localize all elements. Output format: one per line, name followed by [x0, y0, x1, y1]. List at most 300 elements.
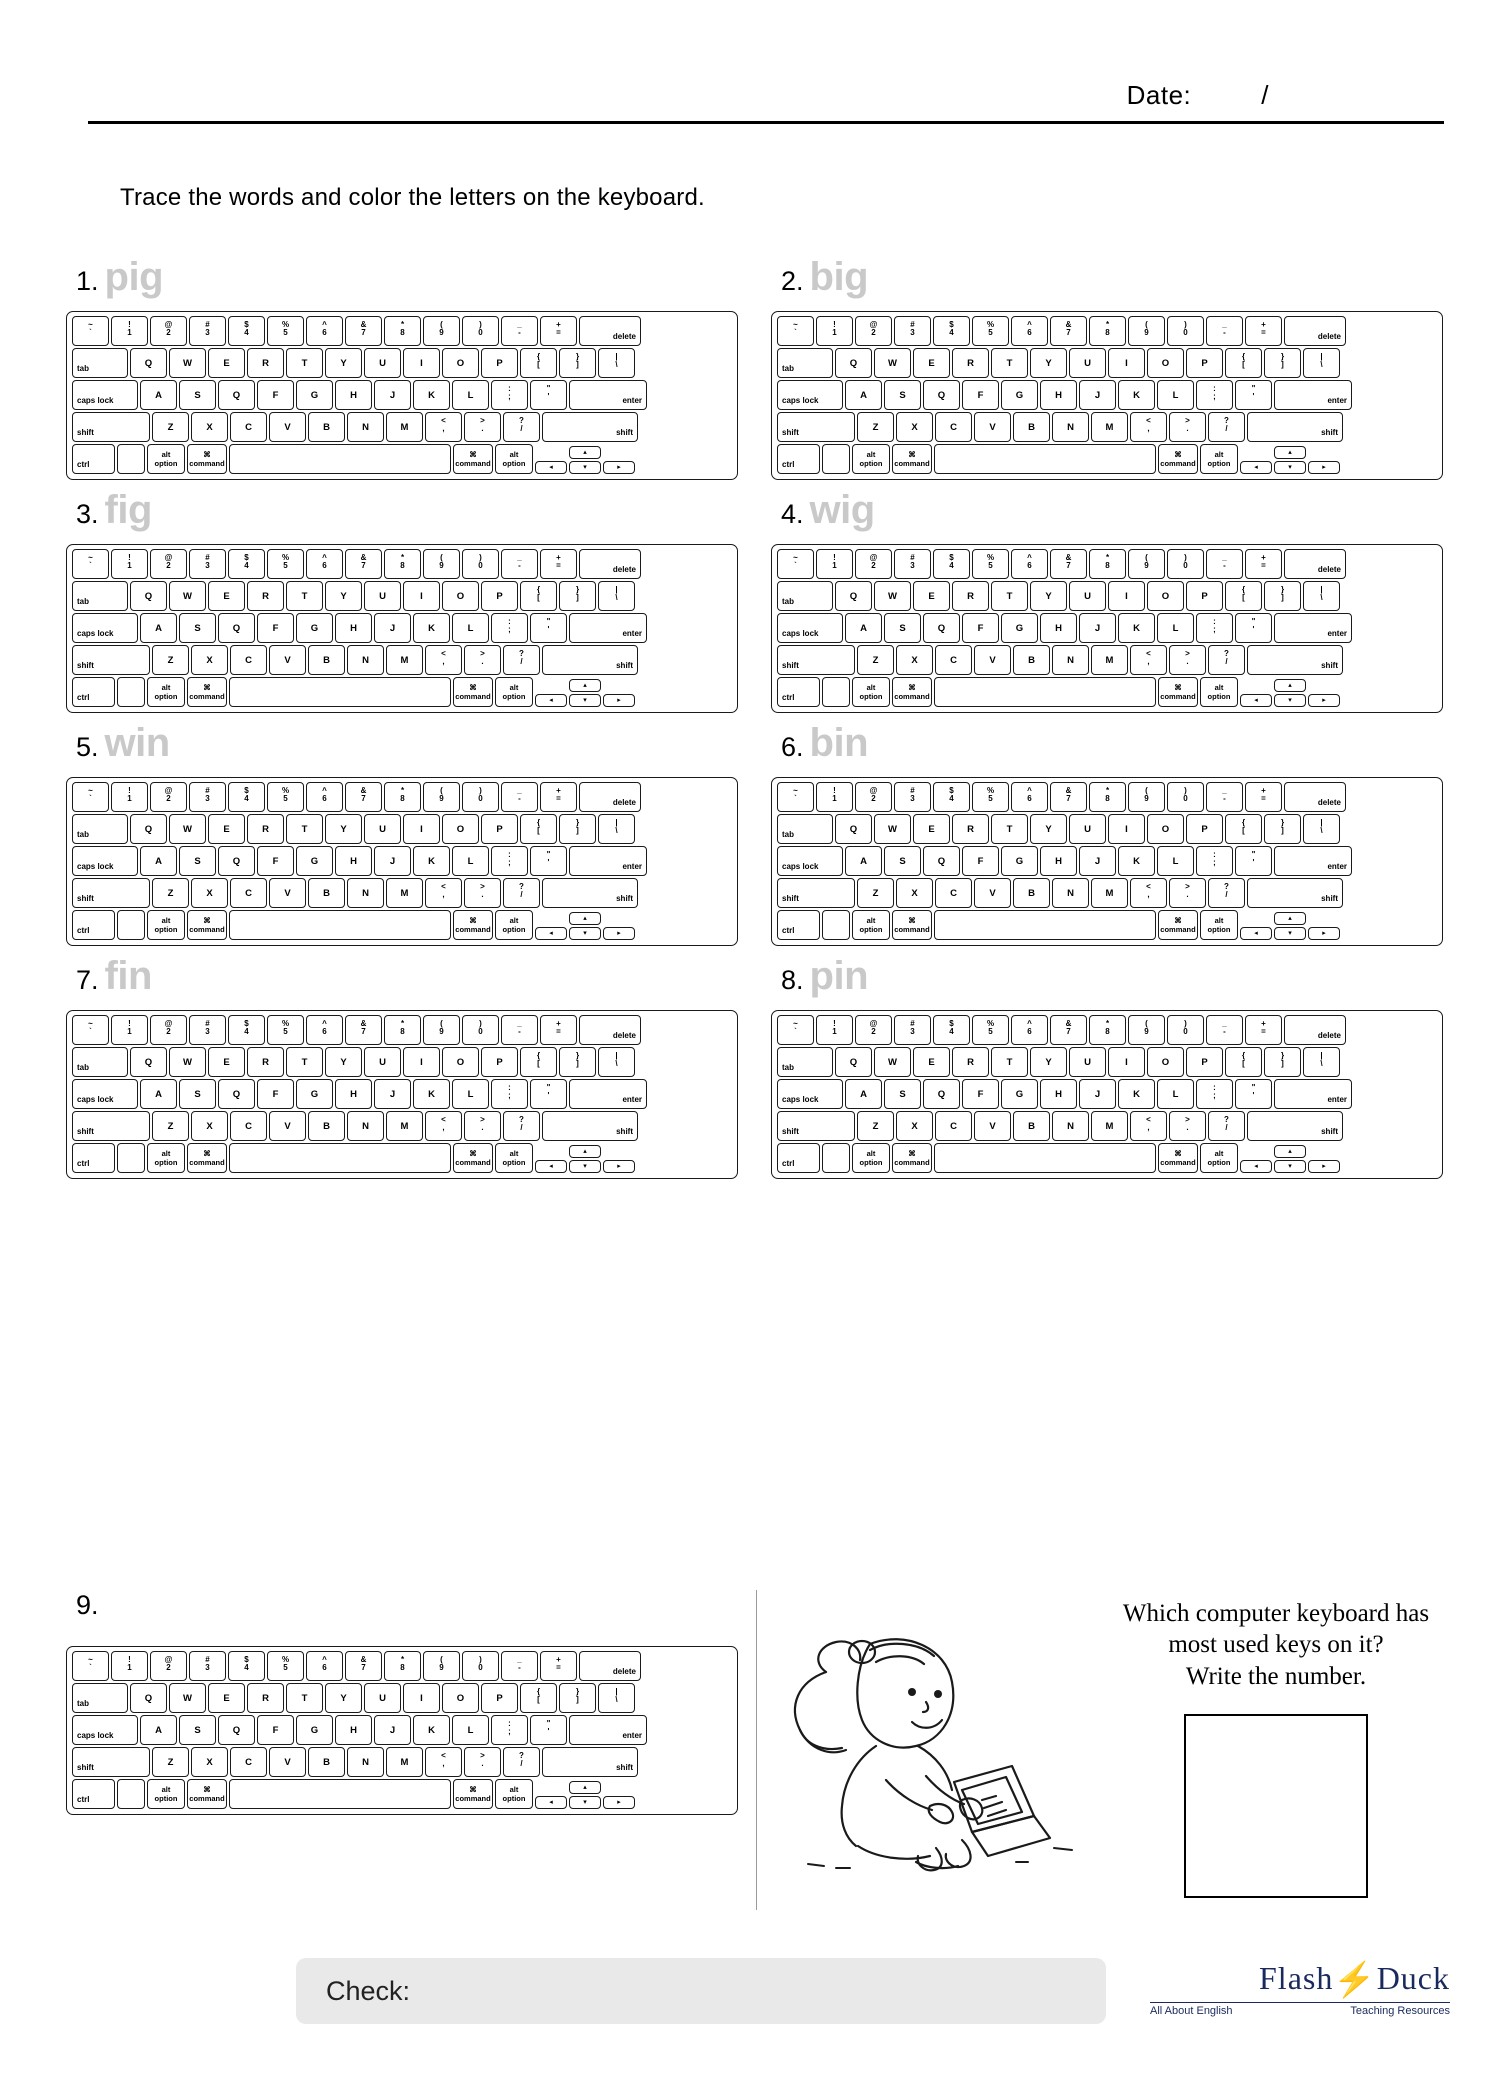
key-num-11[interactable]: _ - — [1206, 782, 1243, 812]
key-num-9[interactable]: ( 9 — [1128, 316, 1165, 346]
key-f[interactable]: F — [962, 1079, 999, 1109]
key-command-right[interactable]: ⌘ command — [453, 677, 493, 707]
key-caps-lock[interactable]: caps lock — [72, 846, 138, 876]
key-t[interactable]: T — [991, 581, 1028, 611]
key-v[interactable]: V — [269, 1747, 306, 1777]
key-v[interactable]: V — [974, 645, 1011, 675]
key-punct2-2[interactable]: ? / — [1208, 412, 1245, 442]
key-num-9[interactable]: ( 9 — [423, 1651, 460, 1681]
key-p[interactable]: P — [481, 1683, 518, 1713]
key-num-3[interactable]: # 3 — [894, 549, 931, 579]
key-arrow-down[interactable]: ▾ — [1274, 927, 1306, 940]
key-k[interactable]: K — [1118, 1079, 1155, 1109]
key-num-9[interactable]: ( 9 — [423, 1015, 460, 1045]
item-word[interactable]: wig — [809, 488, 875, 532]
key-shift-left[interactable]: shift — [72, 878, 150, 908]
key-p[interactable]: P — [1186, 348, 1223, 378]
key-m[interactable]: M — [386, 645, 423, 675]
key-u[interactable]: U — [364, 814, 401, 844]
key-r[interactable]: R — [952, 581, 989, 611]
key-num-9[interactable]: ( 9 — [423, 316, 460, 346]
key-e[interactable]: E — [208, 1683, 245, 1713]
key-arrow-down[interactable]: ▾ — [1274, 1160, 1306, 1173]
key-punct2-2[interactable]: ? / — [503, 645, 540, 675]
key-punct-0[interactable]: : ; — [1196, 846, 1233, 876]
key-g[interactable]: G — [1001, 380, 1038, 410]
key-u[interactable]: U — [364, 1683, 401, 1713]
key-x[interactable]: X — [896, 645, 933, 675]
key-num-12[interactable]: + = — [540, 1651, 577, 1681]
key-arrow-right[interactable]: ▸ — [603, 927, 635, 940]
key-q[interactable]: Q — [835, 581, 872, 611]
key-a[interactable]: A — [140, 1079, 177, 1109]
key-option-left[interactable]: alt option — [852, 677, 890, 707]
key-num-2[interactable]: @ 2 — [855, 1015, 892, 1045]
key-num-3[interactable]: # 3 — [189, 1015, 226, 1045]
key-tab[interactable]: tab — [72, 348, 128, 378]
key-g[interactable]: G — [1001, 1079, 1038, 1109]
key-h[interactable]: H — [335, 380, 372, 410]
key-space[interactable] — [934, 677, 1156, 707]
key-m[interactable]: M — [1091, 412, 1128, 442]
key-num-6[interactable]: ^ 6 — [306, 549, 343, 579]
key-a[interactable]: A — [845, 380, 882, 410]
key-f[interactable]: F — [257, 1715, 294, 1745]
key-b[interactable]: B — [308, 878, 345, 908]
key-delete[interactable]: delete — [1284, 782, 1346, 812]
key-command-left[interactable]: ⌘ command — [892, 444, 932, 474]
key-u[interactable]: U — [1069, 348, 1106, 378]
key-j[interactable]: J — [374, 1715, 411, 1745]
key-shift-left[interactable]: shift — [72, 645, 150, 675]
key-z[interactable]: Z — [152, 412, 189, 442]
key-q[interactable]: Q — [835, 1047, 872, 1077]
key-punct2-1[interactable]: > . — [464, 878, 501, 908]
key-punct2-1[interactable]: > . — [464, 645, 501, 675]
key-f[interactable]: F — [962, 380, 999, 410]
key-k[interactable]: K — [413, 1079, 450, 1109]
key-command-left[interactable]: ⌘ command — [892, 910, 932, 940]
key-y[interactable]: Y — [325, 1683, 362, 1713]
key-n[interactable]: N — [347, 412, 384, 442]
key-punct2-2[interactable]: ? / — [503, 1111, 540, 1141]
key-space[interactable] — [229, 444, 451, 474]
key-num-0[interactable]: ~ ` — [777, 549, 814, 579]
key-k[interactable]: K — [1118, 613, 1155, 643]
key-punct2-0[interactable]: < , — [425, 1747, 462, 1777]
key-option-left[interactable]: alt option — [852, 910, 890, 940]
key-fn[interactable] — [822, 1143, 850, 1173]
key-c[interactable]: C — [230, 1747, 267, 1777]
key-num-8[interactable]: * 8 — [1089, 782, 1126, 812]
key-j[interactable]: J — [374, 1079, 411, 1109]
key-shift-right[interactable]: shift — [1247, 412, 1343, 442]
key-num-7[interactable]: & 7 — [1050, 316, 1087, 346]
key-g[interactable]: G — [296, 846, 333, 876]
key-command-left[interactable]: ⌘ command — [187, 1779, 227, 1809]
key-c[interactable]: C — [230, 412, 267, 442]
key-arrow-up[interactable]: ▴ — [569, 912, 601, 925]
key-n[interactable]: N — [1052, 1111, 1089, 1141]
key-num-4[interactable]: $ 4 — [933, 782, 970, 812]
key-h[interactable]: H — [335, 613, 372, 643]
key-arrow-right[interactable]: ▸ — [1308, 927, 1340, 940]
key-c[interactable]: C — [230, 1111, 267, 1141]
key-punct2-2[interactable]: ? / — [1208, 1111, 1245, 1141]
key-q[interactable]: Q — [130, 814, 167, 844]
key-option-left[interactable]: alt option — [852, 1143, 890, 1173]
key-r[interactable]: R — [952, 348, 989, 378]
key-m[interactable]: M — [1091, 645, 1128, 675]
key-p[interactable]: P — [481, 581, 518, 611]
key-num-5[interactable]: % 5 — [267, 782, 304, 812]
key-ctrl[interactable]: ctrl — [72, 1779, 115, 1809]
key-bracket-0[interactable]: { [ — [520, 1047, 557, 1077]
key-num-2[interactable]: @ 2 — [150, 782, 187, 812]
key-s[interactable]: S — [884, 846, 921, 876]
key-ctrl[interactable]: ctrl — [777, 444, 820, 474]
key-t[interactable]: T — [286, 348, 323, 378]
key-i[interactable]: I — [403, 1683, 440, 1713]
key-s[interactable]: S — [179, 846, 216, 876]
key-r[interactable]: R — [952, 814, 989, 844]
key-t[interactable]: T — [991, 348, 1028, 378]
key-option-left[interactable]: alt option — [147, 677, 185, 707]
key-m[interactable]: M — [386, 878, 423, 908]
key-r[interactable]: R — [247, 581, 284, 611]
key-h[interactable]: H — [335, 1715, 372, 1745]
key-q[interactable]: Q — [923, 1079, 960, 1109]
key-s[interactable]: S — [179, 613, 216, 643]
key-option-right[interactable]: alt option — [1200, 1143, 1238, 1173]
key-j[interactable]: J — [1079, 380, 1116, 410]
key-num-7[interactable]: & 7 — [1050, 782, 1087, 812]
key-option-left[interactable]: alt option — [147, 1143, 185, 1173]
key-bracket-0[interactable]: { [ — [520, 581, 557, 611]
key-num-6[interactable]: ^ 6 — [1011, 549, 1048, 579]
key-f[interactable]: F — [257, 613, 294, 643]
key-command-left[interactable]: ⌘ command — [187, 1143, 227, 1173]
key-punct2-2[interactable]: ? / — [503, 878, 540, 908]
key-num-10[interactable]: ) 0 — [462, 1651, 499, 1681]
key-num-0[interactable]: ~ ` — [777, 316, 814, 346]
key-num-2[interactable]: @ 2 — [150, 316, 187, 346]
key-punct-1[interactable]: " ' — [1235, 846, 1272, 876]
key-ctrl[interactable]: ctrl — [72, 444, 115, 474]
key-b[interactable]: B — [308, 1111, 345, 1141]
key-n[interactable]: N — [1052, 412, 1089, 442]
key-fn[interactable] — [117, 910, 145, 940]
key-bracket-1[interactable]: } ] — [559, 1683, 596, 1713]
key-caps-lock[interactable]: caps lock — [777, 1079, 843, 1109]
key-shift-right[interactable]: shift — [1247, 645, 1343, 675]
key-num-9[interactable]: ( 9 — [1128, 549, 1165, 579]
key-command-left[interactable]: ⌘ command — [892, 677, 932, 707]
key-b[interactable]: B — [308, 645, 345, 675]
key-v[interactable]: V — [269, 1111, 306, 1141]
key-delete[interactable]: delete — [579, 316, 641, 346]
key-num-1[interactable]: ! 1 — [111, 1651, 148, 1681]
key-num-4[interactable]: $ 4 — [228, 1651, 265, 1681]
key-tab[interactable]: tab — [72, 1047, 128, 1077]
key-punct2-0[interactable]: < , — [425, 1111, 462, 1141]
key-q[interactable]: Q — [923, 380, 960, 410]
key-k[interactable]: K — [413, 613, 450, 643]
key-num-5[interactable]: % 5 — [267, 1015, 304, 1045]
key-e[interactable]: E — [913, 348, 950, 378]
key-q[interactable]: Q — [218, 1715, 255, 1745]
key-punct2-0[interactable]: < , — [1130, 412, 1167, 442]
key-ctrl[interactable]: ctrl — [777, 910, 820, 940]
key-num-2[interactable]: @ 2 — [150, 549, 187, 579]
keyboard-8[interactable] — [771, 1010, 1443, 1179]
key-c[interactable]: C — [230, 878, 267, 908]
key-punct2-2[interactable]: ? / — [1208, 878, 1245, 908]
key-shift-left[interactable]: shift — [72, 412, 150, 442]
key-delete[interactable]: delete — [1284, 1015, 1346, 1045]
key-num-7[interactable]: & 7 — [345, 1651, 382, 1681]
key-num-7[interactable]: & 7 — [1050, 549, 1087, 579]
key-k[interactable]: K — [1118, 846, 1155, 876]
key-r[interactable]: R — [247, 1683, 284, 1713]
key-t[interactable]: T — [286, 581, 323, 611]
key-num-3[interactable]: # 3 — [189, 549, 226, 579]
key-command-right[interactable]: ⌘ command — [453, 1779, 493, 1809]
key-num-11[interactable]: _ - — [501, 1651, 538, 1681]
key-num-12[interactable]: + = — [540, 782, 577, 812]
check-bar[interactable] — [296, 1958, 1106, 2024]
key-arrow-left[interactable]: ◂ — [535, 1796, 567, 1809]
key-num-12[interactable]: + = — [540, 549, 577, 579]
key-l[interactable]: L — [1157, 613, 1194, 643]
key-num-2[interactable]: @ 2 — [150, 1015, 187, 1045]
key-b[interactable]: B — [308, 1747, 345, 1777]
key-num-12[interactable]: + = — [1245, 316, 1282, 346]
key-num-0[interactable]: ~ ` — [72, 782, 109, 812]
key-punct2-1[interactable]: > . — [464, 1747, 501, 1777]
key-t[interactable]: T — [286, 814, 323, 844]
key-num-8[interactable]: * 8 — [384, 1651, 421, 1681]
key-tab[interactable]: tab — [777, 1047, 833, 1077]
key-j[interactable]: J — [1079, 613, 1116, 643]
key-num-9[interactable]: ( 9 — [423, 782, 460, 812]
key-l[interactable]: L — [1157, 380, 1194, 410]
key-enter[interactable]: enter — [1274, 1079, 1352, 1109]
key-p[interactable]: P — [1186, 814, 1223, 844]
key-num-5[interactable]: % 5 — [972, 316, 1009, 346]
key-space[interactable] — [934, 444, 1156, 474]
key-num-4[interactable]: $ 4 — [933, 549, 970, 579]
key-num-8[interactable]: * 8 — [384, 782, 421, 812]
key-enter[interactable]: enter — [1274, 613, 1352, 643]
key-q[interactable]: Q — [923, 846, 960, 876]
key-command-right[interactable]: ⌘ command — [1158, 1143, 1198, 1173]
key-arrow-right[interactable]: ▸ — [603, 694, 635, 707]
key-shift-left[interactable]: shift — [72, 1111, 150, 1141]
key-f[interactable]: F — [962, 846, 999, 876]
key-num-10[interactable]: ) 0 — [462, 782, 499, 812]
key-b[interactable]: B — [1013, 645, 1050, 675]
key-x[interactable]: X — [896, 1111, 933, 1141]
key-z[interactable]: Z — [152, 1747, 189, 1777]
key-num-10[interactable]: ) 0 — [1167, 782, 1204, 812]
key-m[interactable]: M — [386, 1111, 423, 1141]
key-t[interactable]: T — [991, 1047, 1028, 1077]
key-u[interactable]: U — [364, 348, 401, 378]
key-shift-right[interactable]: shift — [1247, 878, 1343, 908]
key-num-2[interactable]: @ 2 — [855, 549, 892, 579]
key-g[interactable]: G — [296, 613, 333, 643]
key-o[interactable]: O — [1147, 1047, 1184, 1077]
key-tab[interactable]: tab — [72, 814, 128, 844]
key-num-2[interactable]: @ 2 — [855, 316, 892, 346]
key-c[interactable]: C — [935, 645, 972, 675]
key-r[interactable]: R — [952, 1047, 989, 1077]
key-fn[interactable] — [822, 910, 850, 940]
key-num-1[interactable]: ! 1 — [111, 316, 148, 346]
key-s[interactable]: S — [884, 380, 921, 410]
key-a[interactable]: A — [845, 613, 882, 643]
key-shift-right[interactable]: shift — [542, 1747, 638, 1777]
key-caps-lock[interactable]: caps lock — [72, 1715, 138, 1745]
key-f[interactable]: F — [257, 1079, 294, 1109]
key-m[interactable]: M — [1091, 1111, 1128, 1141]
key-v[interactable]: V — [269, 878, 306, 908]
key-arrow-right[interactable]: ▸ — [603, 461, 635, 474]
key-bracket-2[interactable]: | \ — [1303, 581, 1340, 611]
key-a[interactable]: A — [140, 1715, 177, 1745]
key-j[interactable]: J — [374, 613, 411, 643]
key-num-5[interactable]: % 5 — [267, 1651, 304, 1681]
key-n[interactable]: N — [1052, 645, 1089, 675]
key-option-right[interactable]: alt option — [1200, 444, 1238, 474]
key-k[interactable]: K — [413, 1715, 450, 1745]
key-t[interactable]: T — [286, 1683, 323, 1713]
keyboard-4[interactable] — [771, 544, 1443, 713]
key-z[interactable]: Z — [857, 878, 894, 908]
key-tab[interactable]: tab — [777, 581, 833, 611]
key-punct-1[interactable]: " ' — [530, 613, 567, 643]
key-l[interactable]: L — [452, 1079, 489, 1109]
keyboard-6[interactable] — [771, 777, 1443, 946]
key-h[interactable]: H — [1040, 613, 1077, 643]
key-s[interactable]: S — [884, 1079, 921, 1109]
key-num-7[interactable]: & 7 — [345, 1015, 382, 1045]
key-punct2-0[interactable]: < , — [1130, 645, 1167, 675]
key-arrow-up[interactable]: ▴ — [569, 679, 601, 692]
key-c[interactable]: C — [935, 412, 972, 442]
key-arrow-down[interactable]: ▾ — [569, 461, 601, 474]
key-f[interactable]: F — [962, 613, 999, 643]
key-h[interactable]: H — [1040, 1079, 1077, 1109]
key-arrow-right[interactable]: ▸ — [603, 1796, 635, 1809]
key-ctrl[interactable]: ctrl — [777, 677, 820, 707]
key-num-10[interactable]: ) 0 — [1167, 549, 1204, 579]
key-num-1[interactable]: ! 1 — [816, 549, 853, 579]
key-num-10[interactable]: ) 0 — [462, 316, 499, 346]
key-command-left[interactable]: ⌘ command — [892, 1143, 932, 1173]
key-o[interactable]: O — [1147, 348, 1184, 378]
key-ctrl[interactable]: ctrl — [72, 1143, 115, 1173]
key-delete[interactable]: delete — [1284, 316, 1346, 346]
key-g[interactable]: G — [1001, 613, 1038, 643]
key-arrow-down[interactable]: ▾ — [569, 1796, 601, 1809]
key-g[interactable]: G — [1001, 846, 1038, 876]
key-num-5[interactable]: % 5 — [267, 316, 304, 346]
key-bracket-0[interactable]: { [ — [1225, 1047, 1262, 1077]
key-punct2-1[interactable]: > . — [464, 1111, 501, 1141]
key-q[interactable]: Q — [130, 1047, 167, 1077]
key-h[interactable]: H — [1040, 380, 1077, 410]
key-num-11[interactable]: _ - — [501, 782, 538, 812]
key-m[interactable]: M — [1091, 878, 1128, 908]
key-bracket-0[interactable]: { [ — [1225, 581, 1262, 611]
key-bracket-1[interactable]: } ] — [559, 581, 596, 611]
key-arrow-left[interactable]: ◂ — [535, 694, 567, 707]
key-l[interactable]: L — [452, 1715, 489, 1745]
key-caps-lock[interactable]: caps lock — [72, 613, 138, 643]
key-bracket-2[interactable]: | \ — [598, 814, 635, 844]
key-j[interactable]: J — [374, 380, 411, 410]
key-w[interactable]: W — [169, 814, 206, 844]
key-g[interactable]: G — [296, 380, 333, 410]
key-num-11[interactable]: _ - — [1206, 316, 1243, 346]
key-b[interactable]: B — [1013, 878, 1050, 908]
key-punct2-1[interactable]: > . — [1169, 412, 1206, 442]
key-t[interactable]: T — [286, 1047, 323, 1077]
key-num-1[interactable]: ! 1 — [816, 1015, 853, 1045]
key-shift-right[interactable]: shift — [542, 412, 638, 442]
key-caps-lock[interactable]: caps lock — [72, 380, 138, 410]
key-z[interactable]: Z — [857, 645, 894, 675]
key-num-0[interactable]: ~ ` — [777, 1015, 814, 1045]
key-c[interactable]: C — [230, 645, 267, 675]
key-num-10[interactable]: ) 0 — [1167, 316, 1204, 346]
key-f[interactable]: F — [257, 380, 294, 410]
key-option-right[interactable]: alt option — [495, 910, 533, 940]
item-word[interactable]: pin — [809, 954, 869, 998]
key-num-1[interactable]: ! 1 — [816, 782, 853, 812]
key-bracket-2[interactable]: | \ — [1303, 348, 1340, 378]
key-bracket-2[interactable]: | \ — [1303, 1047, 1340, 1077]
key-arrow-down[interactable]: ▾ — [569, 1160, 601, 1173]
key-option-right[interactable]: alt option — [1200, 677, 1238, 707]
key-command-left[interactable]: ⌘ command — [187, 910, 227, 940]
key-arrow-right[interactable]: ▸ — [1308, 1160, 1340, 1173]
key-o[interactable]: O — [442, 1047, 479, 1077]
key-num-8[interactable]: * 8 — [1089, 1015, 1126, 1045]
key-a[interactable]: A — [140, 846, 177, 876]
key-g[interactable]: G — [296, 1715, 333, 1745]
key-v[interactable]: V — [974, 1111, 1011, 1141]
key-punct2-2[interactable]: ? / — [503, 412, 540, 442]
key-x[interactable]: X — [896, 412, 933, 442]
key-num-8[interactable]: * 8 — [384, 549, 421, 579]
key-c[interactable]: C — [935, 878, 972, 908]
key-a[interactable]: A — [140, 380, 177, 410]
key-punct-0[interactable]: : ; — [1196, 613, 1233, 643]
key-shift-left[interactable]: shift — [777, 1111, 855, 1141]
item-word[interactable]: win — [104, 721, 170, 765]
key-punct-1[interactable]: " ' — [530, 380, 567, 410]
key-u[interactable]: U — [364, 581, 401, 611]
key-arrow-left[interactable]: ◂ — [535, 927, 567, 940]
key-ctrl[interactable]: ctrl — [72, 677, 115, 707]
key-u[interactable]: U — [1069, 581, 1106, 611]
key-caps-lock[interactable]: caps lock — [777, 846, 843, 876]
keyboard-3[interactable] — [66, 544, 738, 713]
key-punct2-2[interactable]: ? / — [1208, 645, 1245, 675]
